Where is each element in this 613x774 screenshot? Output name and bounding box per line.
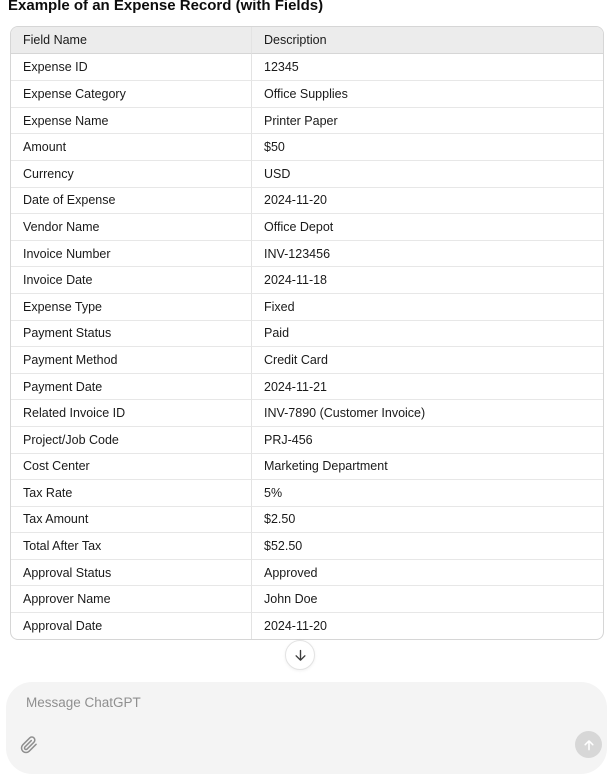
field-name-cell: Related Invoice ID [11,399,252,426]
description-cell: Fixed [252,293,603,320]
field-name-cell: Vendor Name [11,213,252,240]
description-cell: Printer Paper [252,107,603,134]
field-name-cell: Date of Expense [11,187,252,214]
description-cell: $50 [252,133,603,160]
send-button[interactable] [575,731,602,758]
attach-button[interactable] [16,732,42,758]
field-name-cell: Expense Category [11,80,252,107]
field-name-cell: Tax Rate [11,479,252,506]
field-name-cell: Amount [11,133,252,160]
table-row [11,426,603,453]
table-row [11,160,603,187]
table-header-row [11,27,603,54]
field-name-cell: Payment Status [11,320,252,347]
description-cell: John Doe [252,585,603,612]
field-name-cell: Total After Tax [11,532,252,559]
description-cell: Credit Card [252,346,603,373]
description-cell: $2.50 [252,506,603,533]
message-input[interactable] [26,695,446,710]
field-name-cell: Payment Method [11,346,252,373]
table-row [11,320,603,347]
field-name-cell: Approver Name [11,585,252,612]
column-header-description: Description [252,27,603,54]
column-header-field-name: Field Name [11,27,252,54]
message-composer[interactable] [6,682,607,774]
description-cell: $52.50 [252,532,603,559]
table-row [11,213,603,240]
field-name-cell: Invoice Date [11,266,252,293]
description-cell: PRJ-456 [252,426,603,453]
table-row [11,107,603,134]
table-row [11,346,603,373]
description-cell: 2024-11-18 [252,266,603,293]
expense-record-table [10,26,604,640]
description-cell: Approved [252,559,603,586]
description-cell: 5% [252,479,603,506]
description-cell: Office Supplies [252,80,603,107]
table-row [11,373,603,400]
field-name-cell: Expense Name [11,107,252,134]
table-row [11,133,603,160]
description-cell: 12345 [264,59,299,74]
description-cell: Marketing Department [252,453,603,480]
page-title: Example of an Expense Record (with Fields) [8,0,324,14]
table-row [11,54,603,81]
table-row [11,612,603,639]
field-name-cell: Currency [11,160,252,187]
table-row [11,293,603,320]
table-row [11,453,603,480]
field-name-cell: Project/Job Code [11,426,252,453]
table-row [11,479,603,506]
table-row [11,266,603,293]
field-name-cell: Expense Type [11,293,252,320]
table-row [11,559,603,586]
field-name-cell: Expense ID [11,54,252,81]
description-cell: 2024-11-20 [252,187,603,214]
table-row [11,80,603,107]
description-cell: USD [252,160,603,187]
table-row [11,240,603,267]
table-row [11,585,603,612]
field-name-cell: Cost Center [11,453,252,480]
description-cell: Paid [252,320,603,347]
field-name-cell: Approval Date [11,612,252,639]
table-row [11,506,603,533]
description-cell: INV-7890 (Customer Invoice) [252,399,603,426]
table-row [11,532,603,559]
table-row [11,187,603,214]
table-row [11,399,603,426]
scroll-to-bottom-button[interactable] [285,640,315,670]
arrow-up-icon [582,738,596,752]
description-cell: INV-123456 [252,240,603,267]
field-name-cell: Tax Amount [11,506,252,533]
description-cell: 2024-11-20 [252,612,603,639]
field-name-cell: Invoice Number [11,240,252,267]
arrow-down-icon [293,648,308,663]
paperclip-icon [20,736,38,754]
field-name-cell: Payment Date [11,373,252,400]
expense-table [10,26,604,640]
field-name-cell: Approval Status [11,559,252,586]
description-cell: Office Depot [252,213,603,240]
description-cell: 2024-11-21 [252,373,603,400]
